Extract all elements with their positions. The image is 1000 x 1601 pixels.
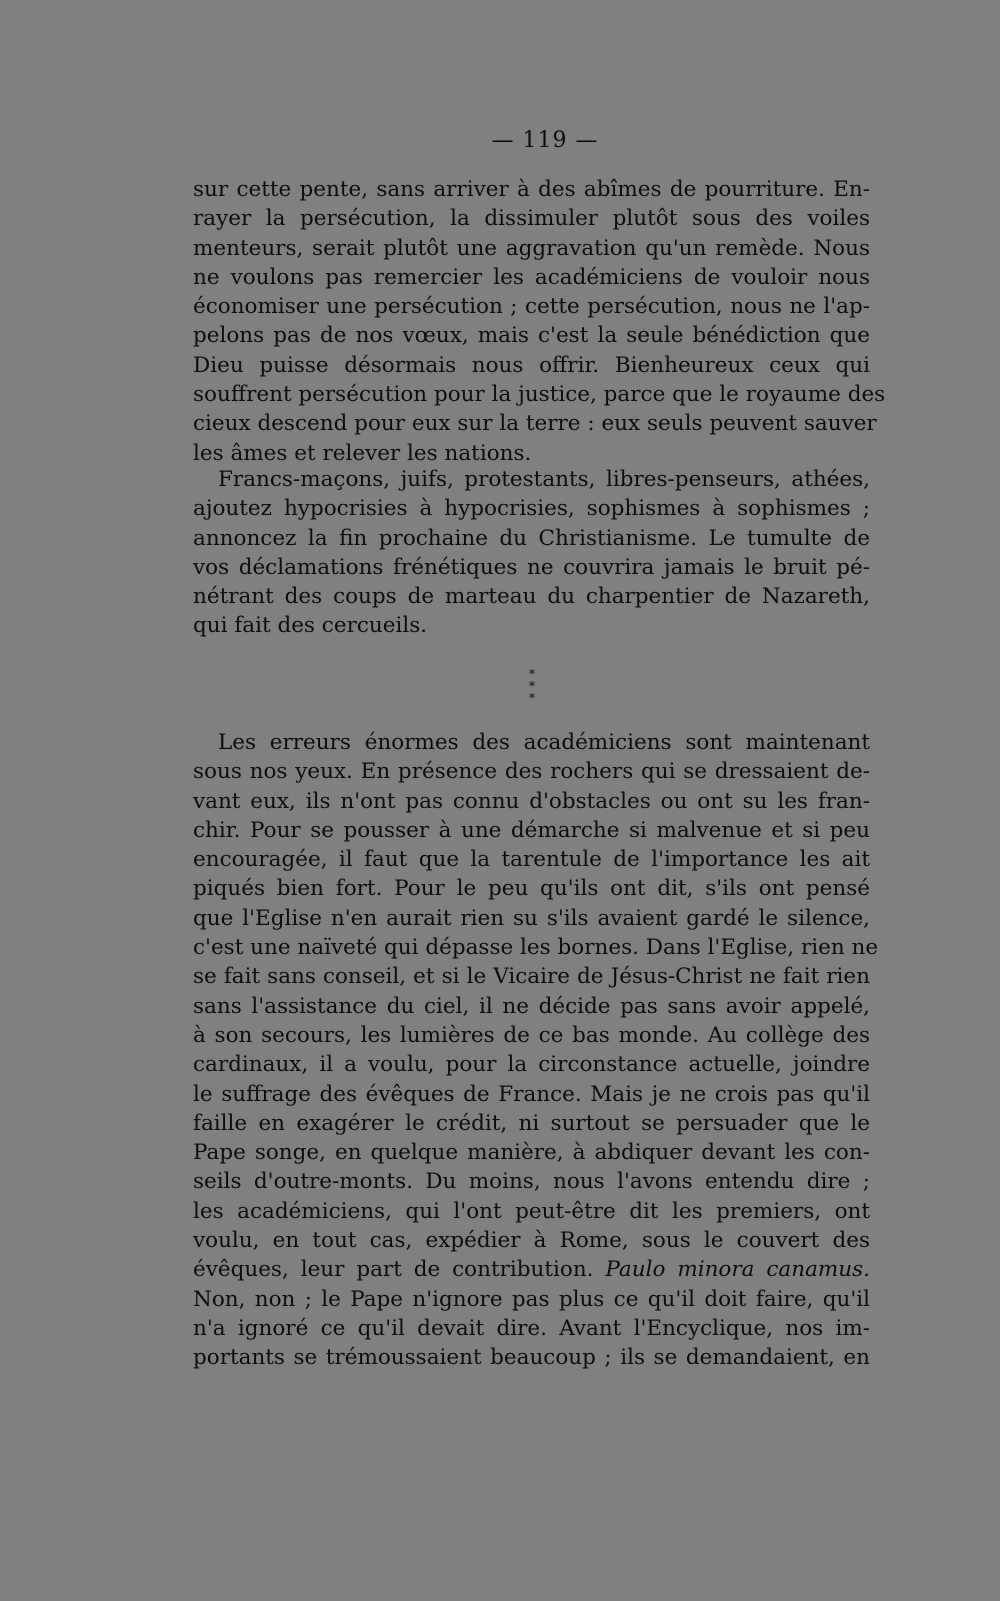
text-line: voulu, en tout cas, expédier à Rome, sous le couvert des bbox=[193, 1228, 870, 1254]
text-line-with-italic bbox=[193, 1255, 870, 1284]
text-line: qui fait des cercueils. bbox=[193, 613, 428, 639]
text-line: Francs-maçons, juifs, protestants, libres-penseurs, athées, bbox=[218, 467, 870, 492]
text-line: seils d'outre-monts. Du moins, nous l'avons entendu dire ; bbox=[193, 1169, 870, 1195]
text-line: Pape songe, en quelque manière, à abdiquer devant les con- bbox=[193, 1140, 870, 1166]
text-line: sans l'assistance du ciel, il ne décide pas sans avoir appelé, bbox=[193, 993, 870, 1019]
text-line: n'a ignoré ce qu'il devait dire. Avant l'Encyclique, nos im- bbox=[193, 1315, 870, 1341]
text-line: vant eux, ils n'ont pas connu d'obstacles ou ont su les fran- bbox=[193, 788, 870, 814]
text-line: Dieu puisse désormais nous offrir. Bienheureux ceux qui bbox=[193, 352, 870, 378]
text-line: Les erreurs énormes des académiciens sont maintenant bbox=[218, 730, 870, 755]
text-line: portants se trémoussaient beaucoup ; ils se demandaient, en bbox=[193, 1345, 870, 1371]
text-line: les âmes et relever les nations. bbox=[193, 440, 532, 466]
paragraph-1 bbox=[193, 175, 886, 468]
text-line: le suffrage des évêques de France. Mais je ne crois pas qu'il bbox=[193, 1081, 870, 1107]
text-segment: évêques, leur part de contribution. bbox=[193, 1257, 594, 1283]
text-line: les académiciens, qui l'ont peut-être dit les premiers, ont bbox=[193, 1198, 870, 1224]
italic-quotation: Paulo minora canamus. bbox=[605, 1257, 870, 1283]
text-line: souffrent persécution pour la justice, parce que le royaume des bbox=[193, 382, 886, 408]
text-line: rayer la persécution, la dissimuler plutôt sous des voiles bbox=[193, 206, 870, 232]
asterism-bottom: * * bbox=[529, 679, 541, 705]
text-line: encouragée, il faut que la tarentule de l'importance les ait bbox=[193, 847, 870, 873]
paragraph-3 bbox=[193, 728, 879, 1373]
text-line: à son secours, les lumières de ce bas monde. Au collège des bbox=[193, 1022, 870, 1048]
text-line: économiser une persécution ; cette persécution, nous ne l'ap- bbox=[193, 294, 870, 320]
text-line: annoncez la fin prochaine du Christianisme. Le tumulte de bbox=[193, 525, 870, 551]
section-separator bbox=[517, 668, 547, 704]
text-line: nétrant des coups de marteau du charpentier de Nazareth, bbox=[193, 584, 870, 610]
text-line: piqués bien fort. Pour le peu qu'ils ont dit, s'ils ont pensé bbox=[193, 876, 870, 902]
text-line: ajoutez hypocrisies à hypocrisies, sophismes à sophismes ; bbox=[193, 496, 870, 522]
text-line: vos déclamations frénétiques ne couvrira jamais le bruit pé- bbox=[193, 554, 870, 580]
paragraph-2 bbox=[193, 465, 870, 641]
text-line: Non, non ; le Pape n'ignore pas plus ce qu'il doit faire, qu'il bbox=[193, 1286, 870, 1312]
text-line: cieux descend pour eux sur la terre : eux seuls peuvent sauver bbox=[193, 411, 877, 437]
text-line: que l'Eglise n'en aurait rien su s'ils avaient gardé le silence, bbox=[193, 905, 870, 931]
text-line: sous nos yeux. En présence des rochers qui se dressaient de- bbox=[193, 759, 870, 785]
asterism-top: * bbox=[529, 667, 535, 681]
text-line: cardinaux, il a voulu, pour la circonstance actuelle, joindre bbox=[193, 1052, 870, 1078]
text-line: pelons pas de nos vœux, mais c'est la seule bénédiction que bbox=[193, 323, 870, 349]
text-line: menteurs, serait plutôt une aggravation qu'un remède. Nous bbox=[193, 235, 870, 261]
text-line: sur cette pente, sans arriver à des abîmes de pourriture. En- bbox=[193, 177, 870, 202]
page-number: — 119 — bbox=[491, 128, 599, 153]
text-line: ne voulons pas remercier les académiciens de vouloir nous bbox=[193, 264, 870, 290]
text-line: se fait sans conseil, et si le Vicaire de Jésus-Christ ne fait rien bbox=[193, 964, 870, 990]
text-line: c'est une naïveté qui dépasse les bornes. Dans l'Eglise, rien ne bbox=[193, 935, 879, 961]
text-line: faille en exagérer le crédit, ni surtout se persuader que le bbox=[193, 1110, 870, 1136]
text-line: chir. Pour se pousser à une démarche si malvenue et si peu bbox=[193, 817, 870, 843]
